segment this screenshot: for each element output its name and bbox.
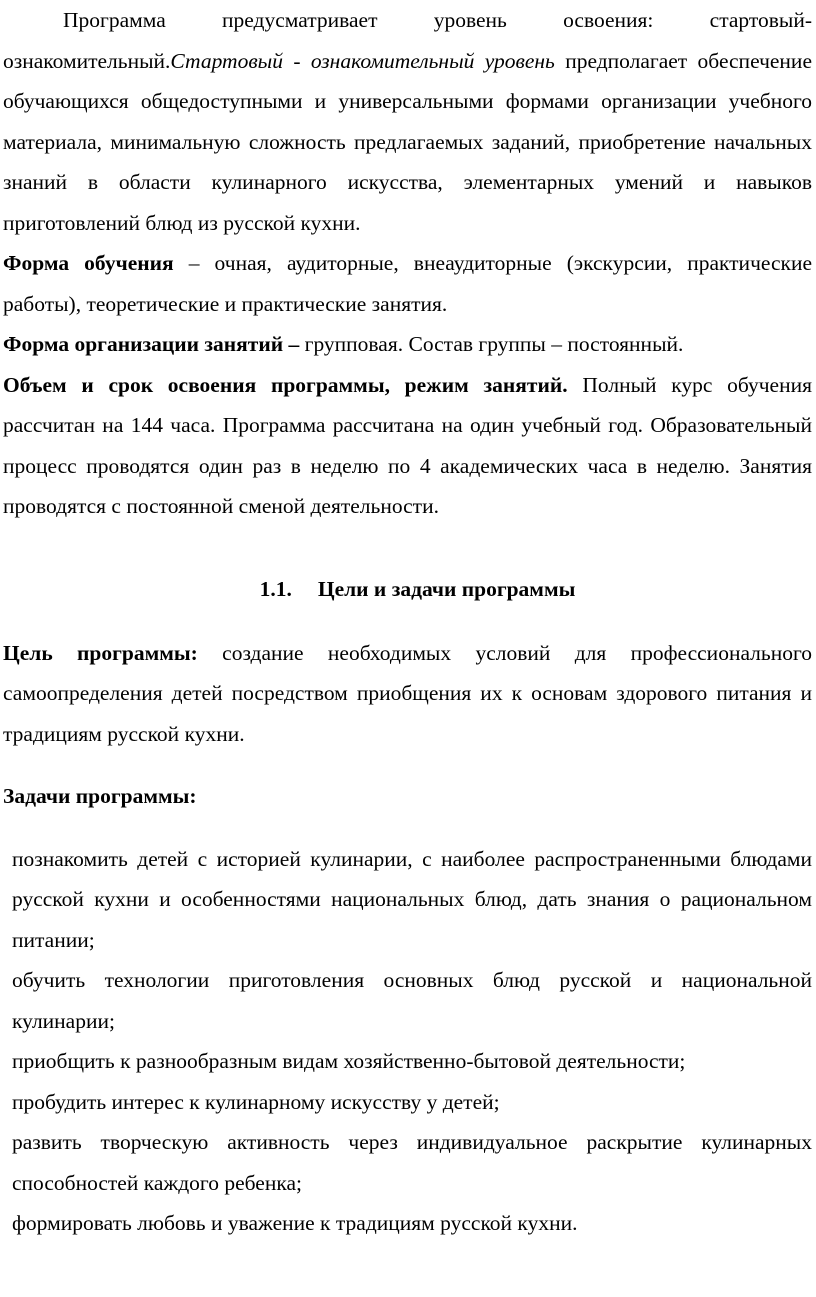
- intro-text: Программа предусматривает уровень освоения: стартовый-ознакомительный.: [3, 8, 812, 73]
- section-title: Цели и задачи программы: [317, 576, 576, 601]
- section-number: 1.1.: [259, 576, 292, 601]
- goal-text: создание необходимых условий для профессионального самоопределения детей посредством приобщения их к основам здорового питания и традициям русской кухни.: [3, 640, 812, 746]
- list-item: формировать любовь и уважение к традициям русской кухни.: [12, 1211, 578, 1235]
- list-item: приобщить к разнообразным видам хозяйственно-бытовой деятельности;: [12, 1049, 686, 1073]
- list-item: пробудить интерес к кулинарному искусству у детей;: [12, 1089, 500, 1114]
- volume-paragraph: [3, 365, 812, 527]
- tasks-heading: [3, 776, 812, 817]
- form-organization-paragraph: [3, 324, 812, 365]
- tasks-list: [3, 839, 812, 1244]
- volume-text: Полный курс обучения рассчитан на 144 часа. Программа рассчитана на один учебный год. Образовательный процесс проводятся один раз в неделю по 4 академических часа в неделю. Занятия проводятся с постоянной сменой деятельности.: [3, 372, 812, 518]
- form-training-text: – очная, аудиторные, внеаудиторные (экскурсии, практические работы), теоретические и практические занятия.: [3, 251, 812, 316]
- section-heading: [3, 569, 812, 609]
- intro-text-continued: предполагает обеспечение обучающихся общедоступными и универсальными формами организации учебного материала, минимальную сложность предлагаемых заданий, приобретение начальных знаний в области кулинарного искусства, элементарных умений и навыков приготовлений блюд из русской кухни.: [3, 48, 812, 235]
- list-item: обучить технологии приготовления основных блюд русской и национальной кулинарии;: [12, 968, 812, 1033]
- form-training-paragraph: [3, 243, 812, 324]
- volume-label: Объем и срок освоения программы, режим занятий.: [3, 372, 568, 397]
- form-organization-label: Форма организации занятий –: [3, 332, 300, 356]
- intro-paragraph: [3, 0, 812, 243]
- list-item: развить творческую активность через индивидуальное раскрытие кулинарных способностей каждого ребенка;: [12, 1130, 812, 1195]
- list-item: познакомить детей с историей кулинарии, с наиболее распространенными блюдами русской кухни и особенностями национальных блюд, дать знания о рациональном питании;: [12, 846, 812, 952]
- goal-label: Цель программы:: [3, 640, 198, 665]
- form-organization-text: групповая. Состав группы – постоянный.: [299, 332, 684, 356]
- goal-paragraph: [3, 633, 812, 755]
- form-training-label: Форма обучения: [3, 251, 174, 275]
- intro-italic-term: Стартовый - ознакомительный уровень: [170, 48, 555, 73]
- tasks-label: Задачи программы:: [3, 784, 197, 808]
